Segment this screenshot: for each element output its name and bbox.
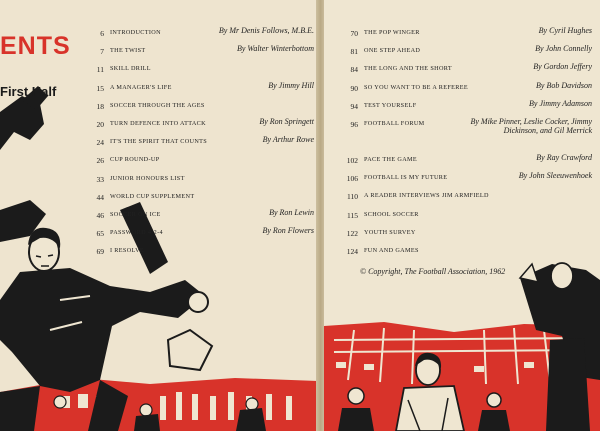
page-number: 70	[350, 29, 358, 38]
entry-author: By Jimmy Adamson	[529, 98, 592, 108]
page-number: 124	[346, 246, 358, 256]
toc-left-list	[90, 26, 314, 265]
entry-author: By Ron Springett	[259, 116, 314, 126]
entry-title: TEST YOURSELF	[364, 101, 417, 109]
toc-row[interactable]	[340, 247, 592, 265]
entry-title: JUNIOR HONOURS LIST	[110, 174, 185, 182]
page-number: 11	[96, 65, 104, 75]
entry-author: By Ron Flowers	[262, 226, 314, 236]
copyright-notice: © Copyright, The Football Association, 1962	[360, 267, 506, 276]
toc-right-list	[340, 26, 592, 265]
entry-author: By Walter Winterbottom	[236, 44, 314, 54]
entry-author: By Mr Denis Follows, M.B.E.	[218, 26, 314, 35]
toc-row[interactable]	[340, 116, 592, 156]
entry-title: THE POP WINGER	[364, 29, 420, 36]
page-number: 122	[346, 228, 358, 238]
page-number: 20	[96, 119, 104, 129]
contents-heading: ENTS	[0, 32, 71, 60]
entry-title: ONE STEP AHEAD	[364, 47, 421, 55]
page-number: 7	[100, 47, 104, 57]
page-number: 81	[350, 47, 358, 57]
entry-author: By Bob Davidson	[536, 80, 592, 90]
page-number: 33	[96, 174, 104, 184]
toc-row[interactable]	[340, 171, 592, 192]
entry-title: I RESOLVE	[110, 247, 145, 255]
entry-title: WORLD CUP SUPPLEMENT	[110, 192, 195, 200]
page-number: 26	[96, 156, 104, 166]
page-number: 6	[100, 29, 104, 38]
entry-title: SKILL DRILL	[110, 65, 151, 73]
toc-row[interactable]	[340, 229, 592, 247]
entry-title: FOOTBALL IS MY FUTURE	[364, 174, 448, 182]
entry-author: By Gordon Jeffery	[533, 62, 592, 72]
entry-author: By Ron Lewin	[269, 207, 314, 217]
entry-author: By Mike Pinner, Leslie Cocker, Jimmy Dickinson, and Gil Merrick	[470, 116, 592, 136]
entry-title: SCHOOL SOCCER	[364, 210, 419, 218]
page-number: 102	[346, 155, 358, 165]
entry-title: YOUTH SURVEY	[364, 228, 416, 236]
entry-author: By Cyril Hughes	[538, 26, 592, 35]
toc-row[interactable]	[90, 80, 314, 102]
toc-row[interactable]	[90, 156, 314, 174]
toc-row[interactable]	[90, 226, 314, 247]
entry-title: A MANAGER'S LIFE	[110, 83, 172, 91]
page-number: 18	[96, 101, 104, 111]
entry-title: FUN AND GAMES	[364, 246, 419, 254]
toc-row[interactable]	[90, 247, 314, 265]
page-number: 15	[96, 83, 104, 93]
page-number: 44	[96, 192, 104, 202]
toc-row[interactable]	[340, 211, 592, 229]
entry-title: FOOTBALL FORUM	[364, 119, 425, 127]
entry-title: TURN DEFENCE INTO ATTACK	[110, 119, 206, 127]
entry-author: By John Sleeuwenhoek	[518, 171, 592, 181]
toc-row[interactable]	[90, 44, 314, 65]
page-number: 24	[96, 138, 104, 148]
entry-author: By John Connelly	[535, 44, 592, 54]
entry-title: THE TWIST	[110, 47, 146, 55]
page-number: 110	[347, 192, 358, 202]
page-number: 90	[350, 83, 358, 93]
entry-title: IT'S THE SPIRIT THAT COUNTS	[110, 138, 208, 146]
entry-author: By Ray Crawford	[536, 152, 592, 162]
page-number: 69	[96, 247, 104, 257]
entry-author: By Jimmy Hill	[268, 80, 314, 90]
entry-title: PASSWORD 4-2-4	[110, 229, 163, 237]
toc-row[interactable]	[340, 192, 592, 210]
page-number: 84	[350, 65, 358, 75]
entry-title: THE LONG AND THE SHORT	[364, 65, 452, 73]
page-number: 65	[96, 229, 104, 239]
entry-title: A READER INTERVIEWS JIM ARMFIELD	[364, 192, 489, 200]
page-number: 96	[350, 119, 358, 129]
entry-title: SOCCER THROUGH THE AGES	[110, 101, 205, 109]
page-number: 115	[347, 210, 358, 220]
page-number: 106	[346, 174, 358, 184]
page-number: 46	[96, 210, 104, 220]
contents-subheading: First Half	[0, 84, 57, 99]
entry-title: INTRODUCTION	[110, 29, 161, 36]
toc-row[interactable]	[90, 135, 314, 156]
entry-author: By Arthur Rowe	[262, 135, 314, 145]
entry-title: SOCCER ON ICE	[110, 210, 161, 218]
entry-title: SO YOU WANT TO BE A REFEREE	[364, 83, 468, 91]
entry-title: PACE THE GAME	[364, 155, 418, 163]
entry-title: CUP ROUND-UP	[110, 156, 160, 164]
toc-row[interactable]	[90, 175, 314, 193]
page-number: 94	[350, 101, 358, 111]
